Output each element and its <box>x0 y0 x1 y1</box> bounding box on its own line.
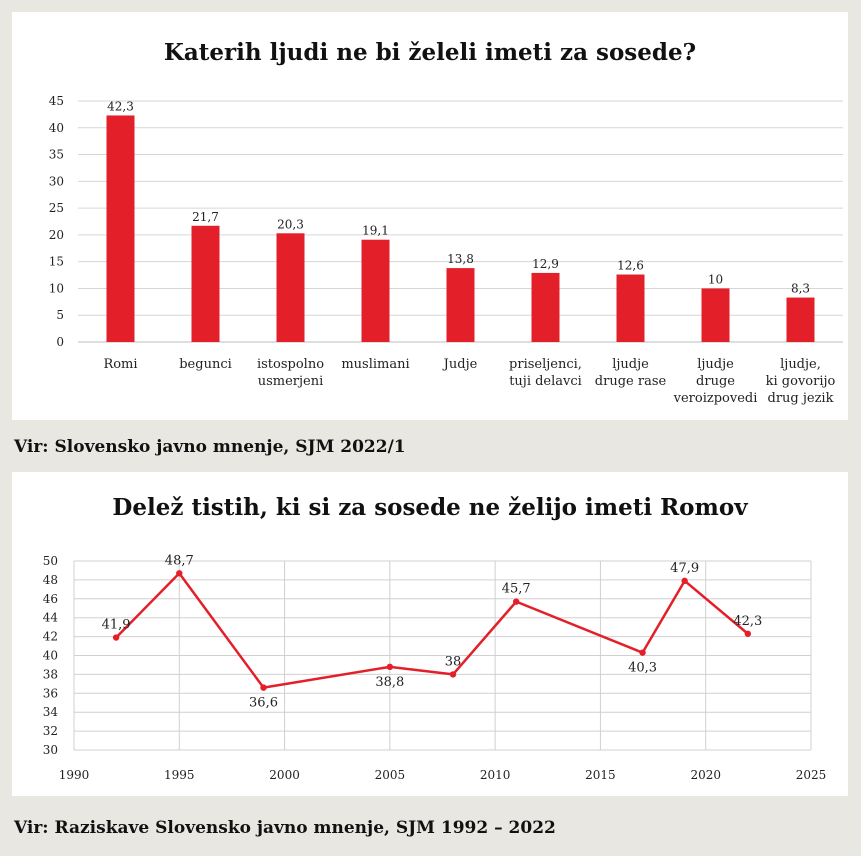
y-tick-label: 5 <box>56 308 64 323</box>
y-tick-label: 15 <box>48 254 64 269</box>
category-label-line: Judje <box>443 357 478 372</box>
y-tick-label: 34 <box>42 705 58 720</box>
data-point <box>260 684 266 690</box>
bar-value-label: 21,7 <box>192 209 219 224</box>
point-value-label: 42,3 <box>733 613 763 629</box>
category-label-line: tuji delavci <box>509 374 582 389</box>
y-tick-label: 45 <box>48 94 64 108</box>
x-tick-label: 2015 <box>585 768 616 782</box>
point-value-label: 40,3 <box>628 660 658 676</box>
x-tick-label: 2000 <box>269 768 300 782</box>
category-label-line: ljudje, <box>780 357 821 372</box>
category-label-line: ljudje <box>612 357 649 372</box>
x-tick-label: 2025 <box>795 768 827 782</box>
bar-chart-title: Katerih ljudi ne bi želeli imeti za sosede? <box>163 39 697 66</box>
y-tick-label: 40 <box>42 648 58 663</box>
y-tick-label: 30 <box>42 743 58 757</box>
point-value-label: 41,9 <box>101 617 131 633</box>
point-value-label: 38,8 <box>375 674 405 690</box>
x-tick-label: 1990 <box>58 768 90 782</box>
category-label-line: druge rase <box>594 374 667 389</box>
point-value-label: 38 <box>444 654 462 670</box>
bar-value-label: 8,3 <box>790 281 811 296</box>
bar-value-label: 13,8 <box>447 252 474 267</box>
category-label-line: begunci <box>179 357 232 372</box>
y-tick-label: 38 <box>42 667 58 682</box>
point-value-label: 47,9 <box>670 560 700 576</box>
data-point <box>639 649 645 655</box>
y-tick-label: 0 <box>56 335 64 349</box>
category-label-line: veroizpovedi <box>673 391 758 406</box>
bar-value-label: 12,6 <box>617 258 644 273</box>
line-chart-source: Vir: Raziskave Slovensko javno mnenje, SJM 1992 – 2022 <box>14 818 556 838</box>
category-label-line: istospolno <box>256 357 325 372</box>
category-label-line: ki govorijo <box>765 374 836 389</box>
y-tick-label: 30 <box>48 174 64 189</box>
category-label-line: druge <box>696 374 735 389</box>
category-label-line: muslimani <box>341 357 410 372</box>
x-tick-label: 2010 <box>479 768 511 782</box>
bar-value-label: 20,3 <box>277 217 304 232</box>
category-label-line: usmerjeni <box>257 374 324 389</box>
line-chart-title: Delež tistih, ki si za sosede ne želijo imeti Romov <box>112 494 748 521</box>
y-tick-label: 25 <box>48 201 64 216</box>
y-tick-label: 40 <box>48 120 64 135</box>
category-label-line: priseljenci, <box>509 357 582 372</box>
y-tick-label: 32 <box>42 724 58 739</box>
point-value-label: 48,7 <box>164 553 194 569</box>
bar-value-label: 42,3 <box>107 99 134 114</box>
y-tick-label: 50 <box>42 554 58 568</box>
y-tick-label: 20 <box>48 227 64 242</box>
y-tick-label: 42 <box>42 629 58 644</box>
category-label-line: Romi <box>103 357 138 372</box>
y-tick-label: 10 <box>48 281 64 296</box>
bar-value-label: 19,1 <box>362 223 389 238</box>
y-tick-label: 46 <box>42 591 58 606</box>
data-point <box>681 578 687 584</box>
bar-chart-source: Vir: Slovensko javno mnenje, SJM 2022/1 <box>14 437 406 457</box>
x-tick-label: 2005 <box>374 768 406 782</box>
y-tick-label: 35 <box>48 147 64 162</box>
y-tick-label: 36 <box>42 686 58 701</box>
x-tick-label: 2020 <box>690 768 721 782</box>
bar-value-label: 10 <box>707 272 724 287</box>
y-tick-label: 48 <box>42 572 58 587</box>
x-tick-label: 1995 <box>164 768 195 782</box>
point-value-label: 45,7 <box>501 581 531 597</box>
point-value-label: 36,6 <box>249 695 278 711</box>
data-point <box>113 634 119 640</box>
bar-value-label: 12,9 <box>532 256 559 271</box>
data-point <box>450 671 456 677</box>
category-label-line: ljudje <box>697 357 734 372</box>
category-label-line: drug jezik <box>767 391 834 406</box>
data-point <box>387 664 393 670</box>
y-tick-label: 44 <box>42 610 58 625</box>
data-point <box>176 570 182 576</box>
data-point <box>745 631 751 637</box>
data-point <box>513 598 519 604</box>
